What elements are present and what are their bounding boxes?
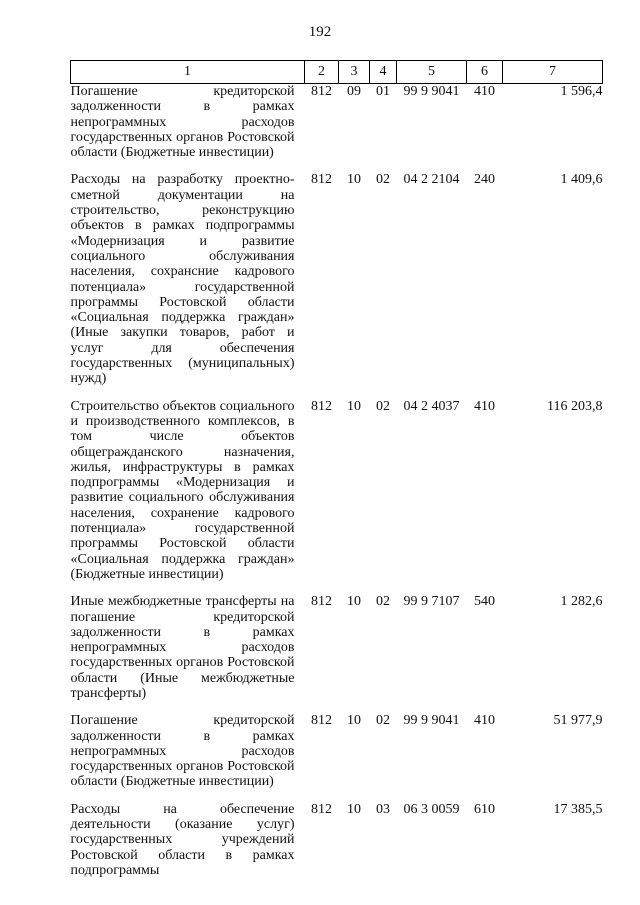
budget-table bbox=[70, 60, 603, 890]
target-code: 06 3 0059 bbox=[403, 801, 460, 817]
column-header-5: 5 bbox=[397, 61, 467, 84]
target-code: 99 9 9041 bbox=[403, 84, 460, 99]
ministry-code: 812 bbox=[311, 172, 332, 188]
subsection-code: 02 bbox=[376, 398, 390, 414]
amount: 51 977,9 bbox=[553, 713, 603, 729]
expense-type-code: 610 bbox=[474, 801, 495, 817]
target-code: 99 9 7107 bbox=[403, 594, 460, 610]
column-header-2: 2 bbox=[305, 61, 339, 84]
column-header-4: 4 bbox=[370, 61, 397, 84]
table-row bbox=[71, 802, 603, 890]
table-row bbox=[71, 84, 603, 173]
section-code: 10 bbox=[347, 594, 361, 610]
amount: 17 385,5 bbox=[553, 801, 603, 817]
section-code: 09 bbox=[347, 84, 361, 99]
row-description: Строительство объектов социального и производственного комплексов, в том числе объектов общегражданского назначения, жилья, инфраструктуры в рамках подпрограммы «Модернизация и развитие социального обслуживания населения, сохранение кадрового потенциала» государственной программы Ростовской области «Социальная поддержка граждан» (Бюджетные инвестиции) bbox=[70, 398, 295, 582]
table-body bbox=[71, 84, 603, 891]
column-numbers-row bbox=[71, 61, 603, 84]
ministry-code: 812 bbox=[311, 801, 332, 817]
amount: 116 203,8 bbox=[547, 398, 603, 414]
column-header-7: 7 bbox=[503, 61, 603, 84]
expense-type-code: 540 bbox=[474, 594, 495, 610]
ministry-code: 812 bbox=[311, 398, 332, 414]
column-header-1: 1 bbox=[71, 61, 305, 84]
row-description: Иные межбюджетные трансферты на погашение кредиторской задолженности в рамках непрограммных расходов государственных органов Ростовской области (Иные межбюджетные трансферты) bbox=[70, 594, 295, 701]
target-code: 99 9 9041 bbox=[403, 713, 460, 729]
subsection-code: 01 bbox=[376, 84, 390, 99]
expense-type-code: 410 bbox=[474, 84, 495, 99]
page-number: 192 bbox=[308, 24, 332, 40]
row-description: Расходы на разработку проектно-сметной документации на строительство, реконструкцию объектов в рамках подпрограммы «Модернизация и развитие социального обслуживания населения, сохрансние кадрового потенциала» государственной программы Ростовской области «Социальная поддержка граждан» (Иные закупки товаров, работ и услуг для обеспечения государственных (муниципальных) нужд) bbox=[70, 172, 295, 387]
ministry-code: 812 bbox=[311, 84, 332, 99]
row-description: Погашение кредиторской задолженности в рамках непрограммных расходов государственных органов Ростовской области (Бюджетные инвестиции) bbox=[70, 84, 295, 161]
expense-type-code: 240 bbox=[474, 172, 495, 188]
section-code: 10 bbox=[347, 801, 361, 817]
amount: 1 596,4 bbox=[560, 84, 603, 99]
row-description: Расходы на обеспечение деятельности (оказание услуг) государственных учреждений Ростовской области в рамках подпрограммы bbox=[70, 801, 295, 878]
column-header-6: 6 bbox=[467, 61, 503, 84]
expense-type-code: 410 bbox=[474, 398, 495, 414]
section-code: 10 bbox=[347, 713, 361, 729]
section-code: 10 bbox=[347, 172, 361, 188]
ministry-code: 812 bbox=[311, 594, 332, 610]
amount: 1 409,6 bbox=[560, 172, 603, 188]
section-code: 10 bbox=[347, 398, 361, 414]
table-row bbox=[71, 399, 603, 595]
column-header-3: 3 bbox=[339, 61, 370, 84]
subsection-code: 02 bbox=[376, 594, 390, 610]
subsection-code: 02 bbox=[376, 713, 390, 729]
row-description: Погашение кредиторской задолженности в рамках непрограммных расходов государственных органов Ростовской области (Бюджетные инвестиции) bbox=[70, 713, 295, 790]
expense-type-code: 410 bbox=[474, 713, 495, 729]
subsection-code: 03 bbox=[376, 801, 390, 817]
subsection-code: 02 bbox=[376, 172, 390, 188]
table-row bbox=[71, 713, 603, 801]
target-code: 04 2 4037 bbox=[403, 398, 460, 414]
target-code: 04 2 2104 bbox=[403, 172, 460, 188]
table-row bbox=[71, 172, 603, 398]
amount: 1 282,6 bbox=[560, 594, 603, 610]
table-row bbox=[71, 594, 603, 713]
table-header bbox=[71, 61, 603, 84]
ministry-code: 812 bbox=[311, 713, 332, 729]
